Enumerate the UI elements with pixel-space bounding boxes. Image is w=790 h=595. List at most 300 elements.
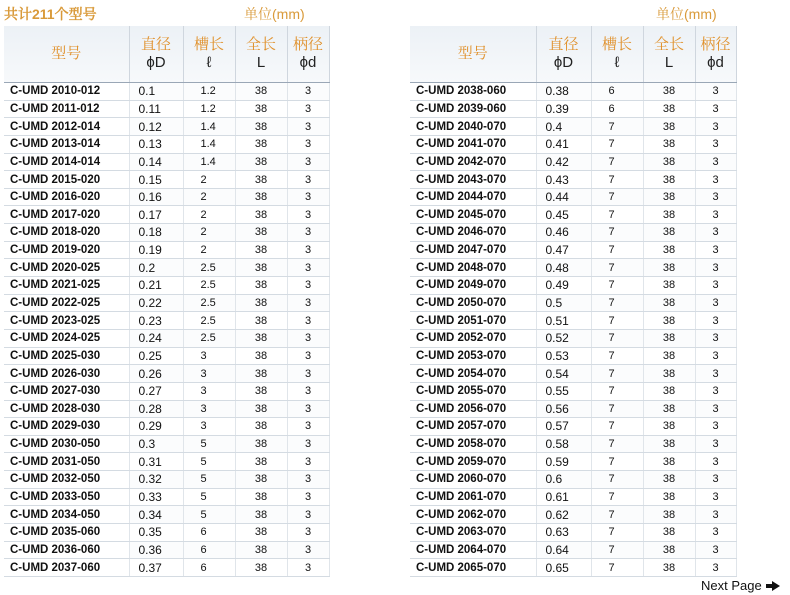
table-row (410, 294, 736, 312)
cell-shank-diameter: 3 (287, 135, 329, 153)
cell-flute-length: 7 (591, 118, 643, 136)
cell-shank-diameter: 3 (287, 312, 329, 330)
table-row (410, 400, 736, 418)
cell-model: C-UMD 2054-070 (410, 365, 536, 383)
cell-model: C-UMD 2059-070 (410, 453, 536, 471)
cell-shank-diameter: 3 (287, 206, 329, 224)
cell-diameter: 0.55 (536, 382, 591, 400)
cell-diameter: 0.2 (129, 259, 183, 277)
col-header-overall-length: 全长 L (643, 26, 695, 83)
cell-shank-diameter: 3 (287, 100, 329, 118)
col-header-overall-length: 全长 L (235, 26, 287, 83)
cell-diameter: 0.63 (536, 524, 591, 542)
cell-shank-diameter: 3 (287, 294, 329, 312)
cell-shank-diameter: 3 (695, 294, 736, 312)
cell-overall-length: 38 (643, 83, 695, 101)
cell-model: C-UMD 2025-030 (4, 347, 129, 365)
cell-diameter: 0.52 (536, 329, 591, 347)
cell-flute-length: 7 (591, 471, 643, 489)
cell-model: C-UMD 2058-070 (410, 435, 536, 453)
table-row (4, 471, 329, 489)
cell-flute-length: 7 (591, 277, 643, 295)
cell-flute-length: 6 (183, 559, 235, 577)
cell-shank-diameter: 3 (695, 171, 736, 189)
spec-table-left (4, 26, 330, 577)
cell-model: C-UMD 2026-030 (4, 365, 129, 383)
table-row (4, 418, 329, 436)
cell-flute-length: 1.4 (183, 153, 235, 171)
cell-flute-length: 3 (183, 418, 235, 436)
cell-model: C-UMD 2064-070 (410, 541, 536, 559)
table-row (4, 435, 329, 453)
table-row (410, 329, 736, 347)
cell-model: C-UMD 2052-070 (410, 329, 536, 347)
table-header-row (4, 26, 329, 83)
cell-overall-length: 38 (643, 171, 695, 189)
cell-overall-length: 38 (235, 312, 287, 330)
cell-model: C-UMD 2019-020 (4, 241, 129, 259)
table-row (4, 559, 329, 577)
table-row (4, 524, 329, 542)
cell-overall-length: 38 (235, 329, 287, 347)
cell-flute-length: 7 (591, 524, 643, 542)
cell-flute-length: 7 (591, 382, 643, 400)
cell-flute-length: 6 (183, 541, 235, 559)
cell-diameter: 0.61 (536, 488, 591, 506)
cell-overall-length: 38 (235, 118, 287, 136)
cell-overall-length: 38 (235, 435, 287, 453)
cell-shank-diameter: 3 (695, 541, 736, 559)
cell-model: C-UMD 2028-030 (4, 400, 129, 418)
table-row (410, 435, 736, 453)
unit-label-left: 单位(mm) (244, 6, 305, 22)
cell-overall-length: 38 (235, 135, 287, 153)
cell-model: C-UMD 2020-025 (4, 259, 129, 277)
table-row (410, 506, 736, 524)
col-header-flute-length: 槽长 ℓ (591, 26, 643, 83)
table-body-left (4, 83, 329, 577)
cell-flute-length: 6 (591, 100, 643, 118)
cell-overall-length: 38 (643, 277, 695, 295)
cell-shank-diameter: 3 (287, 365, 329, 383)
arrow-right-icon (766, 581, 780, 591)
col-header-shank-diameter: 柄径 ϕd (695, 26, 736, 83)
cell-overall-length: 38 (643, 400, 695, 418)
cell-flute-length: 1.4 (183, 135, 235, 153)
cell-shank-diameter: 3 (695, 382, 736, 400)
cell-overall-length: 38 (235, 83, 287, 101)
cell-overall-length: 38 (235, 224, 287, 242)
cell-shank-diameter: 3 (695, 153, 736, 171)
cell-overall-length: 38 (643, 135, 695, 153)
cell-model: C-UMD 2043-070 (410, 171, 536, 189)
cell-shank-diameter: 3 (695, 312, 736, 330)
table-header-row (410, 26, 736, 83)
cell-diameter: 0.51 (536, 312, 591, 330)
cell-model: C-UMD 2024-025 (4, 329, 129, 347)
cell-shank-diameter: 3 (287, 259, 329, 277)
table-row (4, 365, 329, 383)
cell-shank-diameter: 3 (695, 329, 736, 347)
cell-diameter: 0.4 (536, 118, 591, 136)
table-row (4, 206, 329, 224)
table-row (410, 365, 736, 383)
cell-diameter: 0.43 (536, 171, 591, 189)
table-row (410, 118, 736, 136)
cell-flute-length: 7 (591, 365, 643, 383)
cell-diameter: 0.26 (129, 365, 183, 383)
cell-shank-diameter: 3 (287, 400, 329, 418)
cell-overall-length: 38 (643, 347, 695, 365)
cell-diameter: 0.58 (536, 435, 591, 453)
cell-diameter: 0.16 (129, 188, 183, 206)
unit-label-right: 单位(mm) (656, 6, 717, 22)
cell-model: C-UMD 2039-060 (410, 100, 536, 118)
cell-diameter: 0.27 (129, 382, 183, 400)
cell-diameter: 0.28 (129, 400, 183, 418)
cell-diameter: 0.14 (129, 153, 183, 171)
cell-overall-length: 38 (643, 506, 695, 524)
table-row (410, 312, 736, 330)
cell-model: C-UMD 2065-070 (410, 559, 536, 577)
cell-model: C-UMD 2036-060 (4, 541, 129, 559)
table-row (410, 277, 736, 295)
cell-model: C-UMD 2040-070 (410, 118, 536, 136)
cell-model: C-UMD 2047-070 (410, 241, 536, 259)
table-row (4, 382, 329, 400)
table-row (4, 506, 329, 524)
cell-diameter: 0.57 (536, 418, 591, 436)
cell-shank-diameter: 3 (695, 435, 736, 453)
cell-flute-length: 7 (591, 241, 643, 259)
cell-flute-length: 7 (591, 506, 643, 524)
col-header-shank-diameter: 柄径 ϕd (287, 26, 329, 83)
cell-flute-length: 5 (183, 488, 235, 506)
cell-model: C-UMD 2051-070 (410, 312, 536, 330)
cell-overall-length: 38 (643, 435, 695, 453)
cell-diameter: 0.19 (129, 241, 183, 259)
table-row (4, 488, 329, 506)
table-row (4, 294, 329, 312)
cell-flute-length: 7 (591, 206, 643, 224)
cell-model: C-UMD 2057-070 (410, 418, 536, 436)
cell-flute-length: 2 (183, 224, 235, 242)
cell-model: C-UMD 2062-070 (410, 506, 536, 524)
cell-model: C-UMD 2032-050 (4, 471, 129, 489)
table-row (4, 277, 329, 295)
cell-diameter: 0.35 (129, 524, 183, 542)
cell-overall-length: 38 (235, 171, 287, 189)
cell-shank-diameter: 3 (287, 471, 329, 489)
cell-flute-length: 7 (591, 171, 643, 189)
cell-flute-length: 3 (183, 382, 235, 400)
cell-model: C-UMD 2016-020 (4, 188, 129, 206)
table-row (410, 471, 736, 489)
cell-model: C-UMD 2048-070 (410, 259, 536, 277)
cell-overall-length: 38 (235, 488, 287, 506)
cell-model: C-UMD 2035-060 (4, 524, 129, 542)
table-row (410, 541, 736, 559)
table-row (4, 259, 329, 277)
cell-diameter: 0.39 (536, 100, 591, 118)
cell-shank-diameter: 3 (287, 153, 329, 171)
cell-overall-length: 38 (643, 453, 695, 471)
cell-overall-length: 38 (235, 259, 287, 277)
cell-diameter: 0.49 (536, 277, 591, 295)
cell-overall-length: 38 (643, 312, 695, 330)
cell-model: C-UMD 2061-070 (410, 488, 536, 506)
cell-model: C-UMD 2063-070 (410, 524, 536, 542)
cell-overall-length: 38 (235, 541, 287, 559)
cell-overall-length: 38 (643, 259, 695, 277)
cell-flute-length: 7 (591, 418, 643, 436)
cell-shank-diameter: 3 (287, 453, 329, 471)
cell-diameter: 0.62 (536, 506, 591, 524)
cell-flute-length: 5 (183, 453, 235, 471)
cell-shank-diameter: 3 (695, 118, 736, 136)
table-row (410, 83, 736, 101)
cell-flute-length: 7 (591, 453, 643, 471)
cell-diameter: 0.18 (129, 224, 183, 242)
table-row (4, 541, 329, 559)
model-count-title: 共计211个型号 (4, 6, 97, 22)
cell-diameter: 0.48 (536, 259, 591, 277)
cell-model: C-UMD 2022-025 (4, 294, 129, 312)
cell-diameter: 0.29 (129, 418, 183, 436)
table-row (410, 453, 736, 471)
cell-diameter: 0.32 (129, 471, 183, 489)
cell-shank-diameter: 3 (287, 524, 329, 542)
cell-diameter: 0.31 (129, 453, 183, 471)
cell-shank-diameter: 3 (695, 206, 736, 224)
cell-shank-diameter: 3 (287, 277, 329, 295)
cell-overall-length: 38 (643, 382, 695, 400)
cell-model: C-UMD 2021-025 (4, 277, 129, 295)
cell-diameter: 0.47 (536, 241, 591, 259)
table-row (410, 188, 736, 206)
cell-overall-length: 38 (643, 294, 695, 312)
col-header-model: 型号 (410, 26, 536, 83)
cell-model: C-UMD 2055-070 (410, 382, 536, 400)
cell-diameter: 0.3 (129, 435, 183, 453)
table-row (4, 171, 329, 189)
cell-flute-length: 7 (591, 435, 643, 453)
cell-overall-length: 38 (643, 118, 695, 136)
cell-diameter: 0.25 (129, 347, 183, 365)
table-row (4, 224, 329, 242)
cell-shank-diameter: 3 (287, 559, 329, 577)
table-row (410, 241, 736, 259)
cell-diameter: 0.65 (536, 559, 591, 577)
cell-model: C-UMD 2014-014 (4, 153, 129, 171)
cell-diameter: 0.46 (536, 224, 591, 242)
cell-overall-length: 38 (235, 453, 287, 471)
cell-diameter: 0.59 (536, 453, 591, 471)
cell-shank-diameter: 3 (695, 259, 736, 277)
cell-diameter: 0.15 (129, 171, 183, 189)
cell-flute-length: 7 (591, 347, 643, 365)
cell-flute-length: 6 (591, 83, 643, 101)
cell-overall-length: 38 (235, 100, 287, 118)
table-row (410, 524, 736, 542)
cell-flute-length: 2.5 (183, 259, 235, 277)
cell-overall-length: 38 (643, 206, 695, 224)
cell-flute-length: 7 (591, 488, 643, 506)
cell-flute-length: 1.4 (183, 118, 235, 136)
next-page-link[interactable] (701, 578, 780, 593)
cell-flute-length: 7 (591, 400, 643, 418)
cell-overall-length: 38 (643, 488, 695, 506)
cell-shank-diameter: 3 (695, 188, 736, 206)
cell-flute-length: 3 (183, 400, 235, 418)
cell-flute-length: 2.5 (183, 277, 235, 295)
cell-flute-length: 7 (591, 541, 643, 559)
cell-shank-diameter: 3 (695, 506, 736, 524)
cell-shank-diameter: 3 (695, 365, 736, 383)
cell-diameter: 0.6 (536, 471, 591, 489)
cell-diameter: 0.36 (129, 541, 183, 559)
cell-overall-length: 38 (643, 100, 695, 118)
cell-diameter: 0.53 (536, 347, 591, 365)
table-row (410, 418, 736, 436)
table-row (410, 259, 736, 277)
cell-shank-diameter: 3 (287, 118, 329, 136)
cell-model: C-UMD 2033-050 (4, 488, 129, 506)
cell-overall-length: 38 (235, 382, 287, 400)
cell-shank-diameter: 3 (695, 135, 736, 153)
cell-shank-diameter: 3 (287, 241, 329, 259)
cell-flute-length: 2.5 (183, 329, 235, 347)
cell-flute-length: 5 (183, 506, 235, 524)
table-row (4, 241, 329, 259)
cell-shank-diameter: 3 (695, 100, 736, 118)
cell-flute-length: 7 (591, 312, 643, 330)
cell-model: C-UMD 2027-030 (4, 382, 129, 400)
cell-model: C-UMD 2041-070 (410, 135, 536, 153)
cell-shank-diameter: 3 (287, 224, 329, 242)
cell-model: C-UMD 2011-012 (4, 100, 129, 118)
cell-flute-length: 2.5 (183, 312, 235, 330)
cell-diameter: 0.34 (129, 506, 183, 524)
next-page-label: Next Page (701, 578, 762, 593)
cell-diameter: 0.42 (536, 153, 591, 171)
cell-model: C-UMD 2056-070 (410, 400, 536, 418)
cell-shank-diameter: 3 (287, 171, 329, 189)
cell-shank-diameter: 3 (287, 506, 329, 524)
cell-shank-diameter: 3 (695, 559, 736, 577)
cell-diameter: 0.17 (129, 206, 183, 224)
cell-model: C-UMD 2060-070 (410, 471, 536, 489)
table-row (4, 347, 329, 365)
cell-shank-diameter: 3 (287, 83, 329, 101)
cell-model: C-UMD 2038-060 (410, 83, 536, 101)
cell-overall-length: 38 (235, 206, 287, 224)
spec-table-right (410, 26, 737, 577)
cell-shank-diameter: 3 (287, 435, 329, 453)
cell-diameter: 0.5 (536, 294, 591, 312)
cell-overall-length: 38 (235, 471, 287, 489)
cell-diameter: 0.56 (536, 400, 591, 418)
cell-overall-length: 38 (235, 506, 287, 524)
cell-flute-length: 2.5 (183, 294, 235, 312)
cell-model: C-UMD 2046-070 (410, 224, 536, 242)
cell-diameter: 0.33 (129, 488, 183, 506)
cell-shank-diameter: 3 (695, 224, 736, 242)
cell-flute-length: 7 (591, 329, 643, 347)
cell-shank-diameter: 3 (287, 188, 329, 206)
cell-overall-length: 38 (235, 418, 287, 436)
cell-flute-length: 7 (591, 224, 643, 242)
cell-flute-length: 7 (591, 294, 643, 312)
cell-model: C-UMD 2049-070 (410, 277, 536, 295)
cell-shank-diameter: 3 (287, 488, 329, 506)
cell-flute-length: 2 (183, 206, 235, 224)
col-header-diameter: 直径 ϕD (536, 26, 591, 83)
cell-overall-length: 38 (235, 559, 287, 577)
cell-overall-length: 38 (643, 188, 695, 206)
cell-shank-diameter: 3 (695, 524, 736, 542)
cell-shank-diameter: 3 (695, 277, 736, 295)
cell-diameter: 0.37 (129, 559, 183, 577)
cell-diameter: 0.24 (129, 329, 183, 347)
table-row (410, 171, 736, 189)
cell-model: C-UMD 2050-070 (410, 294, 536, 312)
col-header-model: 型号 (4, 26, 129, 83)
table-row (4, 153, 329, 171)
col-header-diameter: 直径 ϕD (129, 26, 183, 83)
cell-diameter: 0.41 (536, 135, 591, 153)
cell-model: C-UMD 2044-070 (410, 188, 536, 206)
table-row (4, 118, 329, 136)
cell-flute-length: 2 (183, 188, 235, 206)
cell-flute-length: 1.2 (183, 100, 235, 118)
cell-model: C-UMD 2045-070 (410, 206, 536, 224)
table-row (4, 312, 329, 330)
cell-model: C-UMD 2012-014 (4, 118, 129, 136)
cell-flute-length: 6 (183, 524, 235, 542)
cell-flute-length: 7 (591, 153, 643, 171)
cell-diameter: 0.54 (536, 365, 591, 383)
cell-flute-length: 2 (183, 241, 235, 259)
cell-overall-length: 38 (643, 418, 695, 436)
cell-diameter: 0.13 (129, 135, 183, 153)
cell-shank-diameter: 3 (287, 541, 329, 559)
cell-shank-diameter: 3 (287, 347, 329, 365)
table-row (4, 188, 329, 206)
cell-shank-diameter: 3 (695, 241, 736, 259)
cell-model: C-UMD 2010-012 (4, 83, 129, 101)
cell-diameter: 0.11 (129, 100, 183, 118)
table-row (410, 488, 736, 506)
table-row (4, 329, 329, 347)
cell-overall-length: 38 (643, 365, 695, 383)
cell-diameter: 0.44 (536, 188, 591, 206)
cell-diameter: 0.21 (129, 277, 183, 295)
cell-flute-length: 7 (591, 188, 643, 206)
cell-diameter: 0.23 (129, 312, 183, 330)
cell-model: C-UMD 2015-020 (4, 171, 129, 189)
cell-model: C-UMD 2029-030 (4, 418, 129, 436)
cell-overall-length: 38 (235, 524, 287, 542)
cell-model: C-UMD 2023-025 (4, 312, 129, 330)
cell-shank-diameter: 3 (695, 418, 736, 436)
cell-overall-length: 38 (235, 347, 287, 365)
cell-flute-length: 3 (183, 347, 235, 365)
cell-diameter: 0.22 (129, 294, 183, 312)
cell-shank-diameter: 3 (695, 347, 736, 365)
cell-diameter: 0.64 (536, 541, 591, 559)
cell-shank-diameter: 3 (287, 418, 329, 436)
